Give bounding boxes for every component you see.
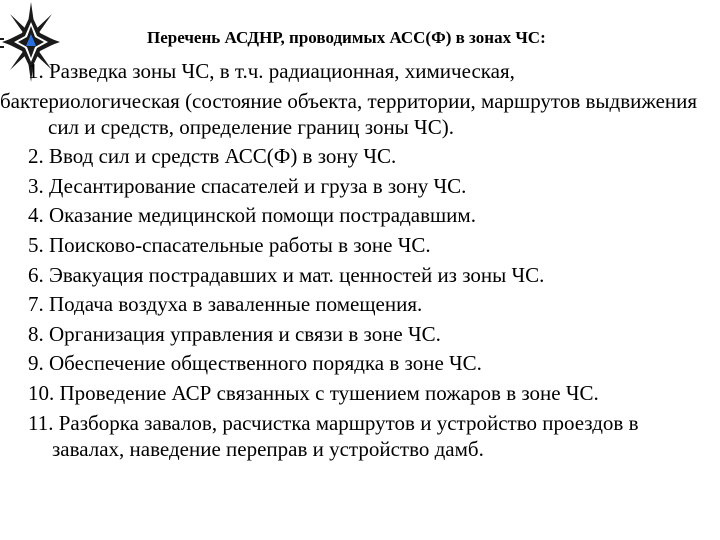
list-item-number: 8. <box>28 321 44 346</box>
list-item-number: 7. <box>28 292 44 317</box>
list-item <box>28 202 708 228</box>
list-item-number: 2. <box>28 144 44 169</box>
list-item-text: Обеспечение общественного порядка в зоне ЧС. <box>49 351 482 376</box>
list-item-number: 11. <box>28 410 54 435</box>
slide-title: Перечень АСДНР, проводимых АСС(Ф) в зонах ЧС: <box>147 28 546 47</box>
list-item <box>28 58 708 84</box>
list-item-text: Оказание медицинской помощи пострадавшим. <box>49 203 476 228</box>
list-item-text: Разведка зоны ЧС, в т.ч. радиационная, химическая, <box>49 59 515 83</box>
list-item-text: Десантирование спасателей и груза в зону ЧС. <box>49 173 467 198</box>
list-item <box>28 291 708 317</box>
list-item-number: 6. <box>28 262 44 287</box>
list-item-text: Эвакуация пострадавших и мат. ценностей из зоны ЧС. <box>49 262 545 287</box>
list-item <box>28 380 708 406</box>
list-item-number: 5. <box>28 232 44 257</box>
asdnr-list <box>0 58 708 465</box>
list-item <box>28 143 708 169</box>
list-item-number: 9. <box>28 351 44 376</box>
list-item <box>28 262 708 288</box>
list-item <box>28 350 708 376</box>
list-item <box>28 173 708 199</box>
list-item <box>28 232 708 258</box>
list-item-number: 4. <box>28 203 44 228</box>
list-item-text: Разборка завалов, расчистка маршрутов и устройство проездов в завалах, наведение переправ и устройство дамб. <box>52 410 639 461</box>
list-item-text: бактериологическая (состояние объекта, территории, маршрутов выдвижения сил и средств, определение границ зоны ЧС). <box>0 88 698 139</box>
list-item-number: 1. <box>28 59 44 83</box>
list-item-text: Проведение АСР связанных с тушением пожаров в зоне ЧС. <box>59 380 599 405</box>
list-item-text: Подача воздуха в заваленные помещения. <box>49 292 423 317</box>
list-item <box>28 321 708 347</box>
list-item-continuation <box>0 88 708 140</box>
list-item-number: 10. <box>28 380 55 405</box>
list-item-text: Поисково-спасательные работы в зоне ЧС. <box>49 232 431 257</box>
list-item-number: 3. <box>28 173 44 198</box>
list-item-text: Ввод сил и средств АСС(Ф) в зону ЧС. <box>49 144 397 169</box>
list-item <box>28 410 708 462</box>
list-item-text: Организация управления и связи в зоне ЧС. <box>49 321 441 346</box>
